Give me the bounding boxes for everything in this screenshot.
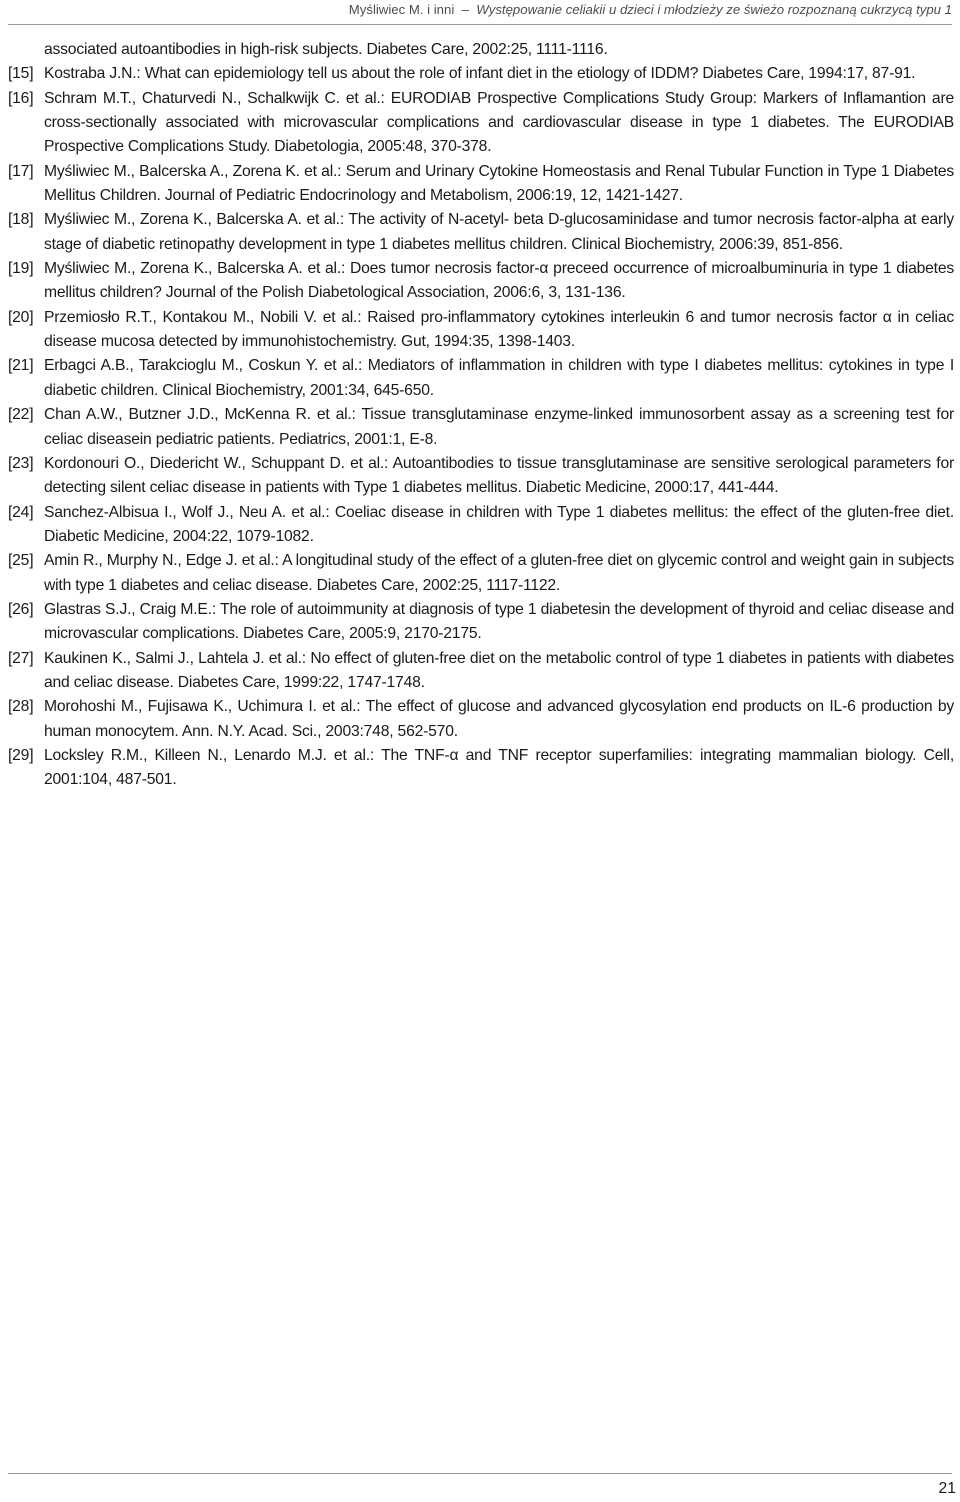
reference-text: Morohoshi M., Fujisawa K., Uchimura I. et al.: The effect of glucose and advanced glycosylation end products on IL-6 production by human monocytem. Ann. N.Y. Acad. Sci., 2003:748, 562-570. [44, 698, 954, 740]
header-authors: Myśliwiec M. i inni [348, 2, 455, 17]
reference-number: [17] [8, 162, 34, 180]
reference-text: Chan A.W., Butzner J.D., McKenna R. et al.: Tissue transglutaminase enzyme-linked immunosorbent assay as a screening test for celiac diseasein pediatric patients. Pediatrics, 2001:1, E-8. [44, 406, 954, 448]
reference-item-27 [8, 647, 954, 696]
page-number: 21 [938, 1480, 956, 1497]
reference-text: Sanchez-Albisua I., Wolf J., Neu A. et al.: Coeliac disease in children with Type 1 diabetes mellitus: the effect of the gluten-free diet. Diabetic Medicine, 2004:22, 1079-1082. [44, 503, 954, 545]
reference-text: Glastras S.J., Craig M.E.: The role of autoimmunity at diagnosis of type 1 diabetesin the development of thyroid and celiac disease and microvascular complications. Diabetes Care, 2005:9, 2170-2175. [44, 600, 954, 643]
reference-text: Amin R., Murphy N., Edge J. et al.: A longitudinal study of the effect of a gluten-free diet on glycemic control and weight gain in subjects with type 1 diabetes and celiac disease. Diabetes Care, 2002:25, 1117-1122. [44, 552, 954, 594]
reference-number: [29] [8, 746, 34, 764]
header-divider [8, 24, 952, 25]
reference-item-continued [8, 38, 954, 62]
reference-list [8, 38, 954, 793]
reference-number: [21] [8, 357, 34, 375]
reference-item-20 [8, 306, 954, 355]
reference-number: [23] [8, 454, 34, 472]
reference-item-23 [8, 452, 954, 501]
reference-text: Kostraba J.N.: What can epidemiology tell us about the role of infant diet in the etiology of IDDM? Diabetes Care, 1994:17, 87-91. [44, 65, 916, 83]
reference-text: associated autoantibodies in high-risk subjects. Diabetes Care, 2002:25, 1111-1116. [44, 41, 608, 58]
reference-item-16 [8, 87, 954, 160]
reference-number: [20] [8, 308, 34, 326]
footer-divider [8, 1473, 952, 1474]
reference-item-26 [8, 598, 954, 647]
reference-number: [18] [8, 211, 34, 229]
reference-text: Kordonouri O., Diedericht W., Schuppant D. et al.: Autoantibodies to tissue transglutaminase are sensitive serological parameters for detecting silent celiac disease in patients with Type 1 diabetes mellitus. Diabetic Medicine, 2000:17, 441-444. [44, 454, 954, 497]
running-header [8, 2, 952, 17]
reference-item-19 [8, 257, 954, 306]
reference-item-15 [8, 62, 954, 86]
reference-text: Erbagci A.B., Tarakcioglu M., Coskun Y. et al.: Mediators of inflammation in children with type I diabetes mellitus: cytokines in type I diabetic children. Clinical Biochemistry, 2001:34, 645-650. [44, 357, 954, 399]
reference-number: [28] [8, 698, 34, 716]
reference-number: [19] [8, 260, 34, 278]
reference-text: Locksley R.M., Killeen N., Lenardo M.J. et al.: The TNF-α and TNF receptor superfamilies: integrating mammalian biology. Cell, 2001:104, 487-501. [44, 746, 954, 789]
reference-number: [25] [8, 552, 34, 570]
reference-text: Schram M.T., Chaturvedi N., Schalkwijk C. et al.: EURODIAB Prospective Complications Study Group: Markers of Inflamantion are cross-sectionally associated with microvascular complications and cardiovascular disease in type 1 diabetes. The EURODIAB Prospective Complications Study. Diabetologia, 2005:48, 370-378. [44, 89, 954, 156]
reference-item-28 [8, 695, 954, 744]
reference-number: [16] [8, 89, 34, 107]
reference-item-22 [8, 403, 954, 452]
reference-number: [26] [8, 600, 34, 618]
reference-text: Myśliwiec M., Balcerska A., Zorena K. et al.: Serum and Urinary Cytokine Homeostasis and Renal Tubular Function in Type 1 Diabetes Mellitus Children. Journal of Pediatric Endocrinology and Metabolism, 2006:19, 12, 1421-1427. [44, 162, 954, 205]
header-article-title: Występowanie celiakii u dzieci i młodzieży ze świeżo rozpoznaną cukrzycą typu 1 [476, 2, 952, 17]
reference-item-29 [8, 744, 954, 793]
reference-item-24 [8, 501, 954, 550]
reference-number: [27] [8, 649, 34, 667]
reference-text: Kaukinen K., Salmi J., Lahtela J. et al.: No effect of gluten-free diet on the metabolic control of type 1 diabetes in patients with diabetes and celiac disease. Diabetes Care, 1999:22, 1747-1748. [44, 649, 954, 691]
reference-item-21 [8, 354, 954, 403]
reference-text: Myśliwiec M., Zorena K., Balcerska A. et al.: Does tumor necrosis factor-α preceed occurrence of microalbuminuria in type 1 diabetes mellitus children? Journal of the Polish Diabetological Association, 2006:6, 3, 131-136. [44, 260, 954, 302]
reference-number: [22] [8, 406, 34, 424]
header-separator: – [457, 2, 473, 17]
reference-item-17 [8, 160, 954, 209]
reference-text: Myśliwiec M., Zorena K., Balcerska A. et al.: The activity of N-acetyl- beta D-glucosaminidase and tumor necrosis factor-alpha at early stage of diabetic retinopathy development in type 1 diabetes mellitus children. Clinical Biochemistry, 2006:39, 851-856. [44, 211, 954, 253]
reference-item-25 [8, 549, 954, 598]
reference-item-18 [8, 208, 954, 257]
reference-number: [15] [8, 65, 34, 83]
reference-number: [24] [8, 503, 34, 521]
reference-text: Przemiosło R.T., Kontakou M., Nobili V. et al.: Raised pro-inflammatory cytokines interleukin 6 and tumor necrosis factor α in celiac disease mucosa detected by immunohistochemistry. Gut, 1994:35, 1398-1403. [44, 308, 954, 351]
